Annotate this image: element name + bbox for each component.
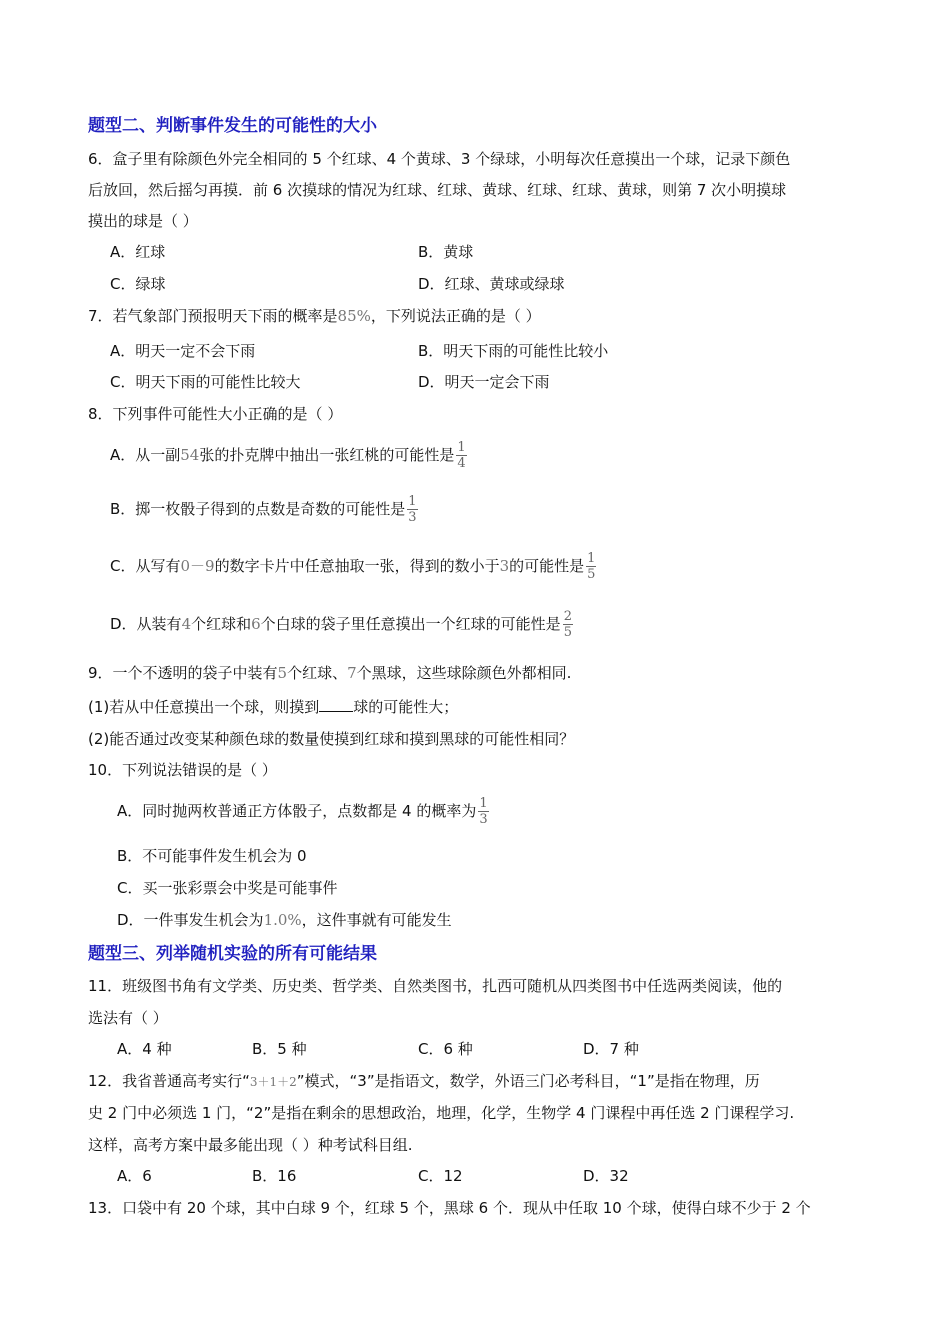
q8-c-math2: 3 — [499, 557, 510, 575]
q9-pre: 9．一个不透明的袋子中装有 — [88, 664, 278, 682]
q8-d-mid: 个红球和 — [191, 615, 252, 633]
q8-d-pre: D．从装有 — [110, 615, 182, 633]
section-3-heading: 题型三、列举随机实验的所有可能结果 — [88, 944, 377, 964]
q12-option-d: D．32 — [583, 1167, 629, 1185]
q8-c-mid: 的数字卡片中任意抽取一张，得到的数小于 — [214, 557, 500, 575]
q9-math-5: 5 — [277, 664, 288, 682]
q6-stem-line2: 后放回，然后摇匀再摸．前 6 次摸球的情况为红球、红球、黄球、红球、红球、黄球，则第 7 次小明摸球 — [88, 181, 787, 199]
q10-option-a — [117, 796, 489, 827]
q11-option-b: B．5 种 — [252, 1040, 307, 1058]
q8-b-fraction — [407, 494, 417, 525]
q7-math-85-percent: 85% — [337, 307, 371, 325]
q8-c-post: 的可能性是 — [509, 557, 585, 575]
q11-stem-line2: 选法有（ ） — [88, 1009, 168, 1027]
q11-option-d: D．7 种 — [583, 1040, 639, 1058]
q12-post: ”模式，“3”是指语文，数学，外语三门必考科目，“1”是指在物理，历 — [296, 1072, 760, 1090]
q8-b-pre: B．掷一枚骰子得到的点数是奇数的可能性是 — [110, 500, 406, 518]
q12-option-a: A．6 — [117, 1167, 152, 1185]
q10-d-math: 1.0% — [263, 911, 302, 929]
q8-a-math: 54 — [180, 446, 200, 464]
q12-stem-line3: 这样，高考方案中最多能出现（ ）种考试科目组. — [88, 1136, 413, 1154]
q8-option-d — [110, 609, 573, 640]
q12-math: 3＋1＋2 — [249, 1075, 297, 1089]
q8-c-pre: C．从写有 — [110, 557, 181, 575]
q8-a-numerator: 1 — [457, 440, 466, 455]
q11-stem-line1: 11．班级图书角有文学类、历史类、哲学类、自然类图书，扎西可随机从四类图书中任选两类阅读，他的 — [88, 977, 783, 995]
q10-a-denominator: 3 — [479, 812, 488, 827]
q10-a-fraction — [478, 796, 488, 827]
q8-b-denominator: 3 — [408, 510, 417, 525]
q8-option-a — [110, 440, 467, 471]
section-2-heading: 题型二、判断事件发生的可能性的大小 — [88, 116, 377, 136]
q6-option-b: B．黄球 — [418, 243, 474, 261]
q8-d-denominator: 5 — [563, 625, 572, 640]
q13-stem-line1: 13．口袋中有 20 个球，其中白球 9 个，红球 5 个，黑球 6 个．现从中任取 10 个球，使得白球不少于 2 个 — [88, 1199, 811, 1217]
q7-option-d: D．明天一定会下雨 — [418, 373, 550, 391]
q10-d-post: ，这件事就有可能发生 — [301, 911, 452, 929]
q10-d-pre: D．一件事发生机会为 — [117, 911, 264, 929]
q11-option-c: C．6 种 — [418, 1040, 473, 1058]
q9-stem — [88, 663, 571, 683]
q9-math-7: 7 — [347, 664, 357, 682]
q6-stem-line1: 6．盒子里有除颜色外完全相同的 5 个红球、4 个黄球、3 个绿球，小明每次任意摸出一个球，记录下颜色 — [88, 150, 791, 168]
q9-post: 个黑球，这些球除颜色外都相同. — [356, 664, 572, 682]
q7-stem-post: ，下列说法正确的是（ ） — [370, 307, 541, 325]
q9-part1-pre: (1)若从中任意摸出一个球，则摸到 — [88, 698, 320, 716]
q10-option-b: B．不可能事件发生机会为 0 — [117, 847, 307, 865]
q9-part2: (2)能否通过改变某种颜色球的数量使摸到红球和摸到黑球的可能性相同？ — [88, 730, 575, 748]
q12-option-c: C．12 — [418, 1167, 463, 1185]
q10-a-pre: A．同时抛两枚普通正方体骰子，点数都是 4 的概率为 — [117, 802, 477, 820]
q7-stem-pre: 7．若气象部门预报明天下雨的概率是 — [88, 307, 338, 325]
q8-a-denominator: 4 — [457, 456, 466, 471]
q9-answer-blank[interactable] — [319, 697, 353, 712]
q8-a-pre: A．从一副 — [110, 446, 181, 464]
q8-a-post: 张的扑克牌中抽出一张红桃的可能性是 — [199, 446, 455, 464]
q11-option-a: A．4 种 — [117, 1040, 172, 1058]
q8-option-c — [110, 551, 596, 582]
q8-c-denominator: 5 — [587, 567, 596, 582]
q8-a-fraction — [456, 440, 466, 471]
q12-pre: 12．我省普通高考实行“ — [88, 1072, 250, 1090]
q8-c-numerator: 1 — [587, 551, 596, 566]
q7-option-b: B．明天下雨的可能性比较小 — [418, 342, 609, 360]
q9-mid: 个红球、 — [287, 664, 348, 682]
q8-stem: 8．下列事件可能性大小正确的是（ ） — [88, 405, 343, 423]
q10-a-numerator: 1 — [479, 796, 488, 811]
q12-stem-line1 — [88, 1071, 760, 1092]
q9-part1 — [88, 697, 458, 717]
q12-stem-line2: 史 2 门中必须选 1 门，“2”是指在剩余的思想政治，地理，化学，生物学 4 门课程中再任选 2 门课程学习. — [88, 1104, 795, 1122]
q8-b-numerator: 1 — [408, 494, 417, 509]
q7-option-c: C．明天下雨的可能性比较大 — [110, 373, 301, 391]
q10-option-d — [117, 910, 452, 930]
q8-d-post: 个白球的袋子里任意摸出一个红球的可能性是 — [260, 615, 561, 633]
q10-option-c: C．买一张彩票会中奖是可能事件 — [117, 879, 338, 897]
q10-stem: 10．下列说法错误的是（ ） — [88, 761, 277, 779]
q8-d-fraction — [563, 609, 573, 640]
q8-c-math: 0－9 — [180, 557, 215, 575]
q6-option-a: A．红球 — [110, 243, 166, 261]
q8-c-fraction — [586, 551, 596, 582]
q8-d-math2: 6 — [251, 615, 261, 633]
q7-stem — [88, 306, 541, 326]
q8-d-math: 4 — [181, 615, 192, 633]
q8-option-b — [110, 494, 418, 525]
q7-option-a: A．明天一定不会下雨 — [110, 342, 256, 360]
q9-part1-post: 球的可能性大； — [353, 698, 459, 716]
q6-option-d: D．红球、黄球或绿球 — [418, 275, 565, 293]
q12-option-b: B．16 — [252, 1167, 297, 1185]
q6-stem-line3: 摸出的球是（ ） — [88, 212, 198, 230]
q8-d-numerator: 2 — [563, 609, 572, 624]
q6-option-c: C．绿球 — [110, 275, 166, 293]
